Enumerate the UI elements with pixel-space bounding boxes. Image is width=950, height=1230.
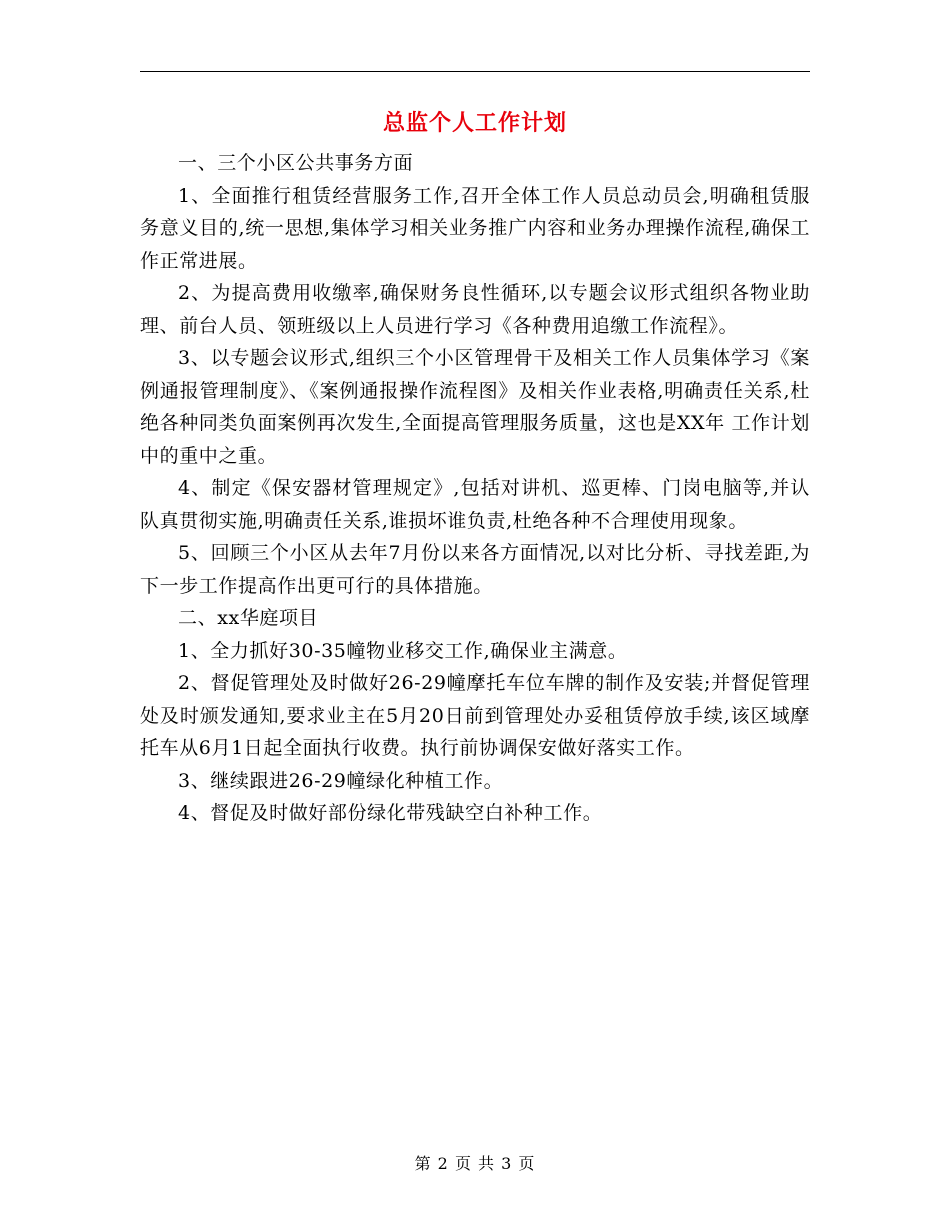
section-heading-2: 二、xx华庭项目 [178,607,319,629]
paragraph-2-1: 1、全力抓好30-35幢物业移交工作,确保业主满意。 [178,639,628,662]
paragraph-1-5: 5、回顾三个小区从去年7月份以来各方面情况,以对比分析、寻找差距,为下一步工作提高作出更可行的具体措施。 [140,542,810,597]
paragraph-1-2: 2、为提高费用收缴率,确保财务良性循环,以专题会议形式组织各物业助理、前台人员、领班级以上人员进行学习《各种费用追缴工作流程》。 [140,282,810,337]
header-rule [140,71,810,72]
paragraph-2-2: 2、督促管理处及时做好26-29幢摩托车位车牌的制作及安装;并督促管理处及时颁发通知,要求业主在5月20日前到管理处办妥租赁停放手续,该区域摩托车从6月1日起全面执行收费。执行前协调保安做好落实工作。 [140,672,810,759]
paragraph-1-3: 3、以专题会议形式,组织三个小区管理骨干及相关工作人员集体学习《案例通报管理制度》、《案例通报操作流程图》及相关作业表格,明确责任关系,杜绝各种同类负面案例再次发生,全面提高管理服务质量，这也是XX年 工作计划 中的重中之重。 [140,347,810,467]
paragraph-1-1: 1、全面推行租赁经营服务工作,召开全体工作人员总动员会,明确租赁服务意义目的,统一思想,集体学习相关业务推广内容和业务办理操作流程,确保工作正常进展。 [140,184,810,272]
section-heading-1: 一、三个小区公共事务方面 [178,152,414,174]
paragraph-1-4: 4、制定《保安器材管理规定》,包括对讲机、巡更棒、门岗电脑等,并认队真贯彻实施,明确责任关系,谁损坏谁负责,杜绝各种不合理使用现象。 [140,477,810,532]
document-title: 总监个人工作计划 [382,111,567,136]
page-number-footer: 第 2 页 共 3 页 [414,1154,536,1173]
paragraph-2-3: 3、继续跟进26-29幢绿化种植工作。 [178,769,504,792]
paragraph-2-4: 4、督促及时做好部份绿化带残缺空白补种工作。 [178,802,603,824]
document-body [140,147,810,830]
